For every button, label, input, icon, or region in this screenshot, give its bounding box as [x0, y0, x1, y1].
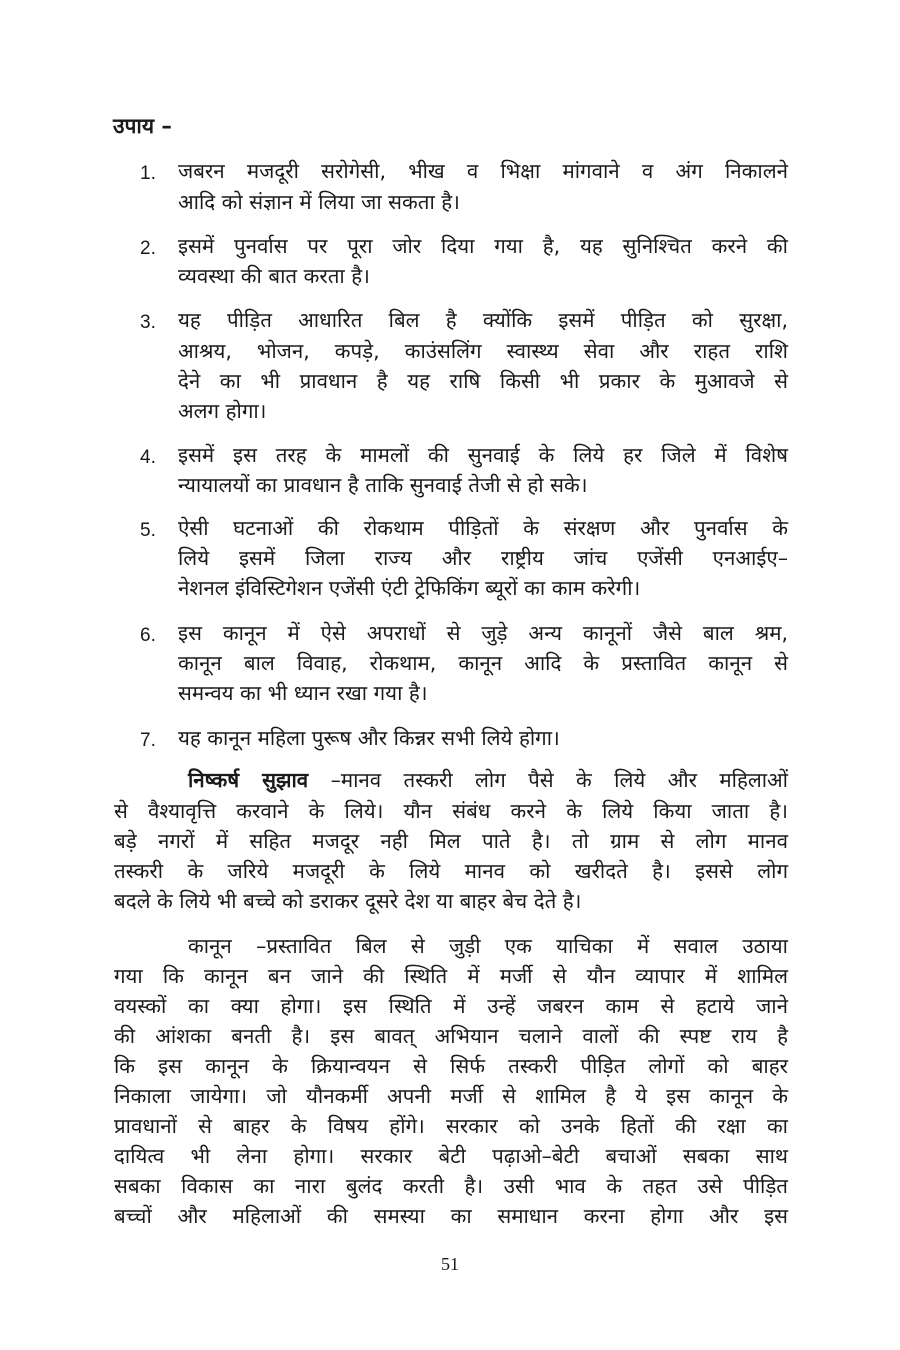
- list-line: आदि को संज्ञान में लिया जा सकता है।: [178, 190, 460, 214]
- paragraph-line: से वैश्यावृत्ति करवाने के लिये। यौन संबंध करने के लिये किया जाता है।: [114, 799, 788, 823]
- list-line: आश्रय, भोजन, कपड़े, काउंसलिंग स्वास्थ्य सेवा और राहत राशि: [178, 339, 788, 363]
- list-line: इस कानून में ऐसे अपराधों से जुड़े अन्य कानूनों जैसे बाल श्रम,: [178, 621, 788, 645]
- list-line: देने का भी प्रावधान है यह राषि किसी भी प्रकार के मुआवजे से: [178, 369, 788, 393]
- paragraph-line: सबका विकास का नारा बुलंद करती है। उसी भाव के तहत उसे पीड़ित: [114, 1174, 788, 1198]
- list-line: यह कानून महिला पुरूष और किन्नर सभी लिये होगा।: [178, 726, 560, 750]
- list-line: अलग होगा।: [178, 399, 267, 423]
- paragraph-line: कि इस कानून के क्रियान्वयन से सिर्फ तस्करी पीड़ित लोगों को बाहर: [114, 1054, 788, 1078]
- list-line: नेशनल इंविस्टिगेशन एजेंसी एंटी ट्रेफिकिंग ब्यूरों का काम करेगी।: [178, 576, 641, 600]
- list-line: यह पीड़ित आधारित बिल है क्योंकि इसमें पीड़ित को सुरक्षा,: [178, 308, 788, 332]
- section-heading: उपाय –: [113, 114, 172, 138]
- list-line: समन्वय का भी ध्यान रखा गया है।: [178, 681, 428, 705]
- list-line: व्यवस्था की बात करता है।: [178, 264, 370, 288]
- list-line: न्यायालयों का प्रावधान है ताकि सुनवाई तेजी से हो सके।: [178, 473, 588, 497]
- conclusion-first-line: [188, 765, 788, 795]
- list-number: 5.: [140, 520, 156, 541]
- list-line: जबरन मजदूरी सरोगेसी, भीख व भिक्षा मांगवाने व अंग निकालने: [178, 159, 788, 183]
- list-number: 3.: [140, 312, 156, 333]
- list-line: लिये इसमें जिला राज्य और राष्ट्रीय जांच एजेंसी एनआईए–: [178, 546, 788, 570]
- list-number: 6.: [140, 625, 156, 646]
- list-line: कानून बाल विवाह, रोकथाम, कानून आदि के प्रस्तावित कानून से: [178, 651, 788, 675]
- list-line: इसमें इस तरह के मामलों की सुनवाई के लिये हर जिले में विशेष: [178, 443, 788, 467]
- paragraph-line: बड़े नगरों में सहित मजदूर नही मिल पाते है। तो ग्राम से लोग मानव: [114, 829, 788, 853]
- conclusion-text: –मानव तस्करी लोग पैसे के लिये और महिलाओं: [308, 768, 789, 792]
- conclusion-heading: निष्कर्ष सुझाव: [188, 768, 309, 792]
- list-number: 2.: [140, 238, 156, 259]
- paragraph-line: प्रावधानों से बाहर के विषय होंगे। सरकार को उनके हितों की रक्षा का: [114, 1114, 788, 1138]
- paragraph-line: दायित्व भी लेना होगा। सरकार बेटी पढ़ाओ–बेटी बचाओं सबका साथ: [114, 1144, 788, 1168]
- paragraph-line: की आंशका बनती है। इस बावत् अभियान चलाने वालों की स्पष्ट राय है: [114, 1024, 788, 1048]
- paragraph-line: वयस्कों का क्या होगा। इस स्थिति में उन्हें जबरन काम से हटाये जाने: [114, 994, 788, 1018]
- paragraph-line: बदले के लिये भी बच्चे को डराकर दूसरे देश या बाहर बेच देते है।: [114, 889, 582, 913]
- page-number: 51: [441, 1254, 459, 1274]
- paragraph-line: निकाला जायेगा। जो यौनकर्मी अपनी मर्जी से शामिल है ये इस कानून के: [114, 1084, 788, 1108]
- list-number: 7.: [140, 730, 156, 751]
- paragraph-line: बच्चों और महिलाओं की समस्या का समाधान करना होगा और इस: [114, 1204, 788, 1228]
- law-paragraph-line: कानून –प्रस्तावित बिल से जुड़ी एक याचिका में सवाल उठाया: [188, 934, 788, 958]
- list-line: इसमें पुनर्वास पर पूरा जोर दिया गया है, यह सुनिश्चित करने की: [178, 234, 788, 258]
- list-number: 4.: [140, 447, 156, 468]
- paragraph-line: तस्करी के जरिये मजदूरी के लिये मानव को खरीदते है। इससे लोग: [114, 859, 788, 883]
- list-number: 1.: [140, 163, 156, 184]
- list-line: ऐसी घटनाओं की रोकथाम पीड़ितों के संरक्षण और पुनर्वास के: [178, 516, 788, 540]
- paragraph-line: गया कि कानून बन जाने की स्थिति में मर्जी से यौन व्यापार में शामिल: [114, 964, 788, 988]
